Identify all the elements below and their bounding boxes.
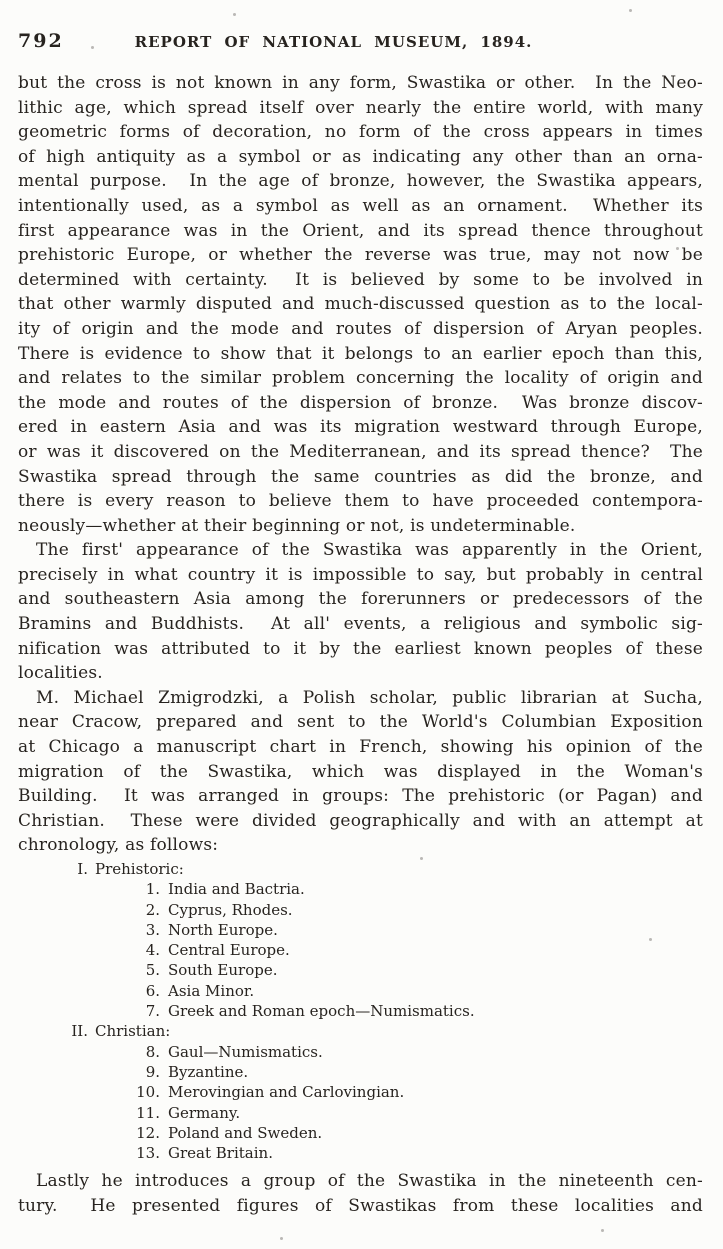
scan-speckle: [649, 938, 652, 941]
paragraph-lastly: [18, 1169, 703, 1218]
list-item: [18, 1082, 703, 1102]
text-line: ered in eastern Asia and was its migration westward through Europe,: [18, 417, 703, 438]
item-number: 1.: [145, 880, 160, 899]
text-line: precisely in what country it is impossible to say, but probably in central: [18, 564, 703, 585]
text-line: neously—whether at their beginning or not, is undeterminable.: [18, 515, 576, 536]
text-line: Building. It was arranged in groups: The prehistoric (or Pagan) and: [18, 786, 703, 807]
item-number: 13.: [136, 1144, 160, 1163]
text-line: prehistoric Europe, or whether the reverse was true, may not now be: [18, 245, 703, 266]
item-number: 9.: [145, 1062, 160, 1081]
item-number: 5.: [145, 961, 160, 980]
item-number: 8.: [145, 1042, 160, 1061]
list-item: [18, 1001, 703, 1021]
item-number: 6.: [145, 981, 160, 1000]
item-text: Great Britain.: [168, 1144, 273, 1163]
list-item: [18, 1143, 703, 1163]
text-line: tury. He presented figures of Swastikas from these localities and: [18, 1196, 703, 1217]
text-line: mental purpose. In the age of bronze, however, the Swastika appears,: [18, 171, 703, 192]
paragraph-first-appearance: [18, 538, 703, 686]
page-header: [18, 30, 703, 52]
list-item: [18, 900, 703, 920]
item-text: India and Bactria.: [168, 880, 305, 899]
text-line: The first' appearance of the Swastika was apparently in the Orient,: [36, 540, 703, 561]
item-number: 3.: [145, 920, 160, 939]
text-line: Bramins and Buddhists. At all' events, a religious and symbolic sig-: [18, 614, 703, 635]
list-item: [18, 1123, 703, 1143]
text-line: lithic age, which spread itself over nearly the entire world, with many: [18, 97, 703, 118]
chronology-outline-list: [18, 859, 703, 1163]
scan-speckle: [676, 247, 679, 250]
item-text: Byzantine.: [168, 1062, 249, 1081]
scan-speckle: [233, 13, 236, 16]
text-line: at Chicago a manuscript chart in French, showing his opinion of the: [18, 737, 703, 758]
item-text: Gaul—Numismatics.: [168, 1042, 323, 1061]
scan-speckle: [601, 1229, 604, 1232]
item-text: Central Europe.: [168, 941, 290, 960]
text-line: chronology, as follows:: [18, 835, 219, 856]
list-group-prehistoric: [18, 859, 703, 879]
text-line: Swastika spread through the same countries as did the bronze, and: [18, 466, 703, 487]
text-line: intentionally used, as a symbol as well as an ornament. Whether its: [18, 195, 703, 216]
text-line: There is evidence to show that it belongs to an earlier epoch than this,: [18, 343, 703, 364]
item-text: Poland and Sweden.: [168, 1123, 323, 1142]
page-number: 792: [18, 30, 64, 52]
item-text: Merovingian and Carlovingian.: [168, 1083, 405, 1102]
running-title: REPORT OF NATIONAL MUSEUM, 1894.: [134, 33, 533, 51]
item-text: Germany.: [168, 1103, 241, 1122]
list-item: [18, 960, 703, 980]
text-line: that other warmly disputed and much-discussed question as to the local-: [18, 294, 703, 315]
text-line: nification was attributed to it by the earliest known peoples of these: [18, 638, 703, 659]
text-line: or was it discovered on the Mediterranean, and its spread thence? The: [18, 441, 703, 462]
list-item: [18, 920, 703, 940]
list-item: [18, 981, 703, 1001]
scan-speckle: [420, 857, 423, 860]
text-line: near Cracow, prepared and sent to the World's Columbian Exposition: [18, 712, 703, 733]
text-line: there is every reason to believe them to have proceeded contempora-: [18, 491, 703, 512]
text-line: ity of origin and the mode and routes of dispersion of Aryan peoples.: [18, 318, 703, 339]
item-text: Asia Minor.: [168, 981, 255, 1000]
item-number: 2.: [145, 900, 160, 919]
item-text: Cyprus, Rhodes.: [168, 900, 293, 919]
text-line: and southeastern Asia among the forerunners or predecessors of the: [18, 589, 703, 610]
text-line: but the cross is not known in any form, Swastika or other. In the Neo-: [18, 73, 703, 93]
list-item: [18, 1042, 703, 1062]
text-line: of high antiquity as a symbol or as indicating any other than an orna-: [18, 146, 703, 167]
item-number: 11.: [136, 1103, 160, 1122]
text-line: first appearance was in the Orient, and its spread thence throughout: [18, 220, 703, 241]
text-line: M. Michael Zmigrodzki, a Polish scholar, public librarian at Sucha,: [36, 687, 703, 708]
text-line: localities.: [18, 663, 103, 684]
item-text: South Europe.: [168, 961, 278, 980]
item-text: North Europe.: [168, 920, 278, 939]
paragraph-zmigrodzki: [18, 686, 703, 858]
item-text: Greek and Roman epoch—Numismatics.: [168, 1002, 475, 1021]
text-line: migration of the Swastika, which was displayed in the Woman's: [18, 761, 703, 782]
list-item: [18, 940, 703, 960]
text-line: determined with certainty. It is believed by some to be involved in: [18, 269, 703, 290]
paragraph-continuation: [18, 71, 703, 538]
group-title: Prehistoric:: [95, 860, 184, 878]
text-line: Christian. These were divided geographically and with an attempt at: [18, 810, 703, 831]
group-numeral: II.: [71, 1022, 88, 1041]
text-line: geometric forms of decoration, no form of the cross appears in times: [18, 122, 703, 143]
item-number: 10.: [136, 1083, 160, 1102]
item-number: 4.: [145, 941, 160, 960]
list-item: [18, 879, 703, 899]
group-numeral: I.: [77, 860, 88, 878]
scan-speckle: [629, 9, 632, 12]
text-line: Lastly he introduces a group of the Swastika in the nineteenth cen-: [36, 1171, 703, 1192]
list-group-christian: [18, 1021, 703, 1041]
list-item: [18, 1103, 703, 1123]
list-item: [18, 1062, 703, 1082]
scan-speckle: [91, 46, 94, 49]
text-line: the mode and routes of the dispersion of bronze. Was bronze discov-: [18, 392, 703, 413]
scan-speckle: [280, 1237, 283, 1240]
text-line: and relates to the similar problem concerning the locality of origin and: [18, 368, 703, 389]
group-title: Christian:: [95, 1022, 171, 1041]
item-number: 12.: [136, 1123, 160, 1142]
item-number: 7.: [145, 1002, 160, 1021]
